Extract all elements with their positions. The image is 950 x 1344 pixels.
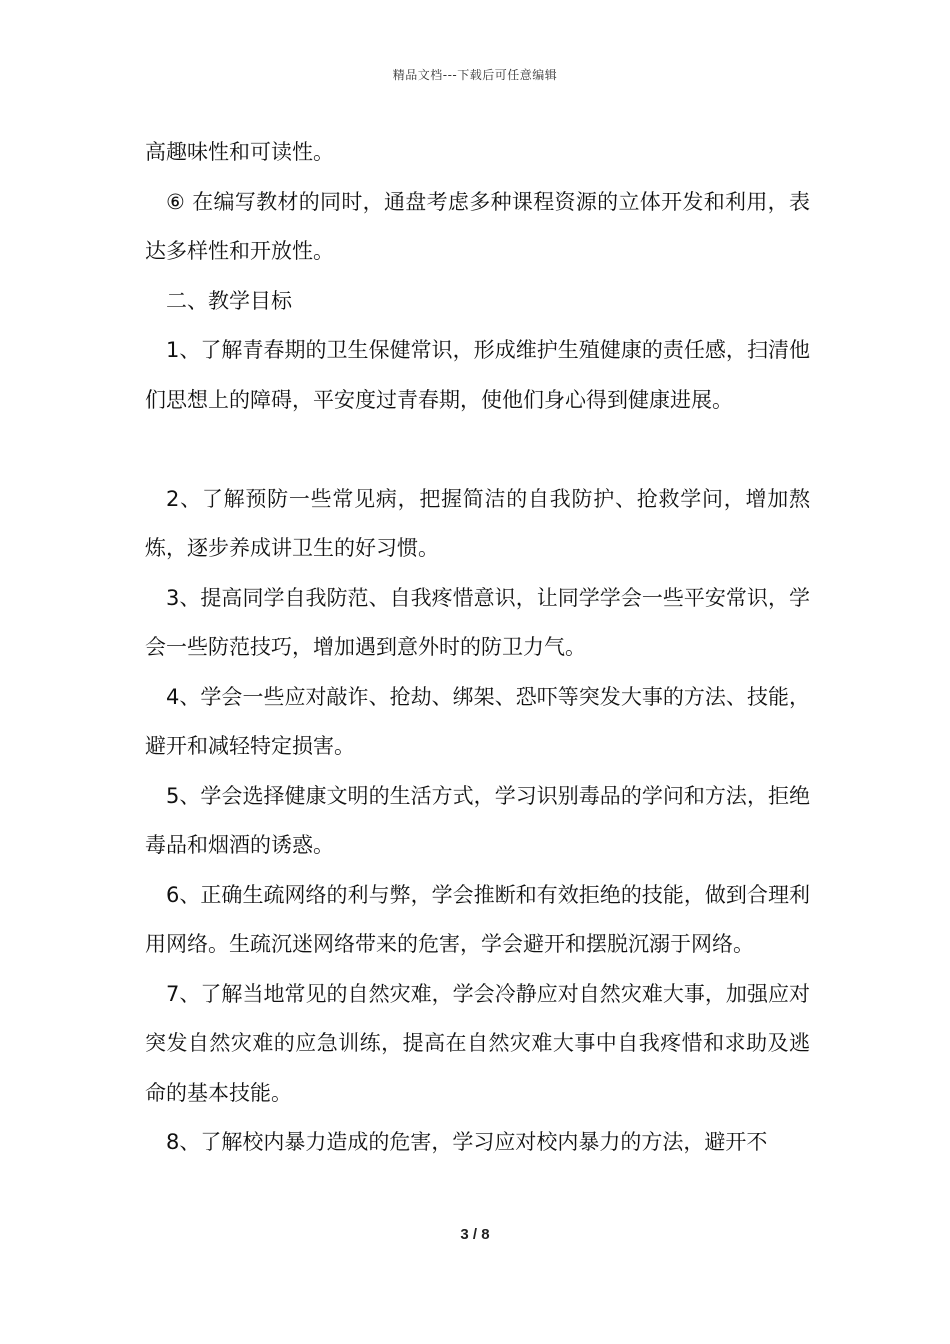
goal-item-4: 4、学会一些应对敲诈、抢劫、绑架、恐吓等突发大事的方法、技能，避开和减轻特定损害。 — [145, 684, 810, 758]
page-header: 精品文档---下载后可任意编辑 — [392, 68, 558, 82]
goal-item-6: 6、正确生疏网络的利与弊，学会推断和有效拒绝的技能，做到合理利用网络。生疏沉迷网络带来的危害，学会避开和摆脱沉溺于网络。 — [145, 882, 810, 956]
goal-item-3: 3、提高同学自我防范、自我疼惜意识，让同学学会一些平安常识，学会一些防范技巧，增加遇到意外时的防卫力气。 — [145, 585, 810, 659]
goal-item-1: 1、了解青春期的卫生保健常识，形成维护生殖健康的责任感，扫清他们思想上的障碍，平安度过青春期，使他们身心得到健康进展。 — [145, 338, 810, 412]
goal-item-8: 8、了解校内暴力造成的危害，学习应对校内暴力的方法，避开不 — [166, 1130, 768, 1154]
document-body — [145, 128, 810, 1168]
paragraph-continuation: 高趣味性和可读性。 — [145, 140, 334, 164]
paragraph-item-6: ⑥ 在编写教材的同时，通盘考虑多种课程资源的立体开发和利用，表达多样性和开放性。 — [145, 189, 810, 263]
blank-line — [145, 425, 810, 475]
goal-item-5: 5、学会选择健康文明的生活方式，学习识别毒品的学问和方法，拒绝毒品和烟酒的诱惑。 — [145, 783, 810, 857]
goal-item-7: 7、了解当地常见的自然灾难，学会冷静应对自然灾难大事，加强应对突发自然灾难的应急训练，提高在自然灾难大事中自我疼惜和求助及逃命的基本技能。 — [145, 981, 810, 1105]
page-number: 3 / 8 — [460, 1226, 490, 1243]
goal-item-2: 2、了解预防一些常见病，把握简洁的自我防护、抢救学问，增加熬炼，逐步养成讲卫生的好习惯。 — [145, 486, 810, 560]
section-heading-teaching-goals: 二、教学目标 — [166, 288, 292, 313]
